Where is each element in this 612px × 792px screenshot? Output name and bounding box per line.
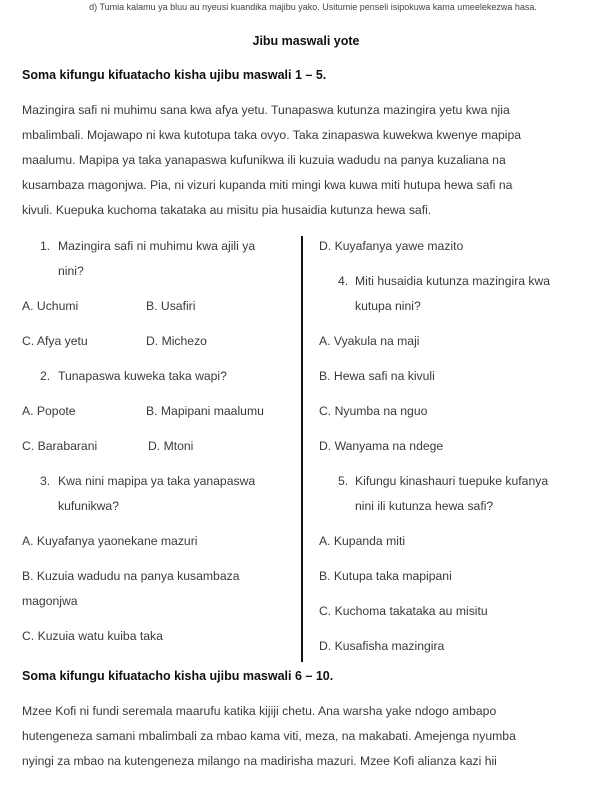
question-text: Kwa nini mapipa ya taka yanapaswa bbox=[58, 474, 256, 488]
passage-line: nyingi za mbao na kutengeneza milango na madirisha mazuri. Mzee Kofi alianza kazi hii bbox=[22, 754, 497, 768]
exam-instruction: d) Tumia kalamu ya bluu au nyeusi kuandika majibu yako. Usitumie penseli isipokuwa kama umeelekezwa hasa. bbox=[89, 2, 537, 12]
option-c[interactable]: C. Barabarani bbox=[22, 439, 98, 453]
question-number: 2. bbox=[40, 369, 51, 383]
option-b[interactable]: B. Kutupa taka mapipani bbox=[319, 569, 452, 583]
passage-line: Mzee Kofi ni fundi seremala maarufu katika kijiji chetu. Ana warsha yake ndogo ambapo bbox=[22, 704, 497, 718]
option-b[interactable]: B. Mapipani maalumu bbox=[146, 404, 264, 418]
section-2-heading: Soma kifungu kifuatacho kisha ujibu maswali 6 – 10. bbox=[22, 669, 334, 683]
question-number: 1. bbox=[40, 239, 51, 253]
option-c[interactable]: C. Kuchoma takataka au misitu bbox=[319, 604, 488, 618]
option-c[interactable]: C. Kuzuia watu kuiba taka bbox=[22, 629, 163, 643]
passage-line: Mazingira safi ni muhimu sana kwa afya yetu. Tunapaswa kutunza mazingira yetu kwa njia bbox=[22, 103, 510, 117]
section-1-heading: Soma kifungu kifuatacho kisha ujibu maswali 1 – 5. bbox=[22, 68, 327, 82]
option-d[interactable]: D. Michezo bbox=[146, 334, 207, 348]
question-text: nini? bbox=[58, 264, 84, 278]
question-number: 3. bbox=[40, 474, 51, 488]
option-c[interactable]: C. Afya yetu bbox=[22, 334, 88, 348]
question-text: kutupa nini? bbox=[355, 299, 421, 313]
question-number: 5. bbox=[338, 474, 349, 488]
option-c[interactable]: C. Nyumba na nguo bbox=[319, 404, 428, 418]
question-number: 4. bbox=[338, 274, 349, 288]
question-text: nini ili kutunza hewa safi? bbox=[355, 499, 494, 513]
question-text: Miti husaidia kutunza mazingira kwa bbox=[355, 274, 551, 288]
passage-line: kivuli. Kuepuka kuchoma takataka au misitu pia husaidia kutunza hewa safi. bbox=[22, 203, 432, 217]
option-a[interactable]: A. Kupanda miti bbox=[319, 534, 406, 548]
option-a[interactable]: A. Popote bbox=[22, 404, 76, 418]
option-a[interactable]: A. Kuyafanya yaonekane mazuri bbox=[22, 534, 198, 548]
section-1-passage bbox=[22, 98, 582, 223]
passage-line: kusambaza magonjwa. Pia, ni vizuri kupanda miti mingi kwa kuwa miti hutupa hewa safi na bbox=[22, 178, 513, 192]
option-a[interactable]: A. Vyakula na maji bbox=[319, 334, 420, 348]
question-text: kufunikwa? bbox=[58, 499, 119, 513]
question-text: Mazingira safi ni muhimu kwa ajili ya bbox=[58, 239, 256, 253]
page-title: Jibu maswali yote bbox=[252, 34, 360, 48]
column-divider bbox=[301, 236, 303, 662]
option-d[interactable]: D. Mtoni bbox=[148, 439, 194, 453]
option-b[interactable]: B. Hewa safi na kivuli bbox=[319, 369, 435, 383]
option-d[interactable]: D. Kusafisha mazingira bbox=[319, 639, 445, 653]
section-2-passage bbox=[22, 699, 582, 774]
option-b[interactable]: B. Kuzuia wadudu na panya kusambaza bbox=[22, 569, 240, 583]
passage-line: maalumu. Mapipa ya taka yanapaswa kufunikwa ili kuzuia wadudu na panya kuzaliana na bbox=[22, 153, 506, 167]
passage-line: mbalimbali. Mojawapo ni kwa kutotupa taka ovyo. Taka zinapaswa kuwekwa kwenye mapipa bbox=[22, 128, 522, 142]
question-text: Tunapaswa kuweka taka wapi? bbox=[58, 369, 227, 383]
option-d[interactable]: D. Kuyafanya yawe mazito bbox=[319, 239, 464, 253]
question-text: Kifungu kinashauri tuepuke kufanya bbox=[355, 474, 549, 488]
option-a[interactable]: A. Uchumi bbox=[22, 299, 79, 313]
option-b[interactable]: B. Usafiri bbox=[146, 299, 196, 313]
option-d[interactable]: D. Wanyama na ndege bbox=[319, 439, 444, 453]
passage-line: hutengeneza samani mbalimbali za mbao kama viti, meza, na makabati. Amejenga nyumba bbox=[22, 729, 516, 743]
option-b-continued[interactable]: magonjwa bbox=[22, 594, 78, 608]
